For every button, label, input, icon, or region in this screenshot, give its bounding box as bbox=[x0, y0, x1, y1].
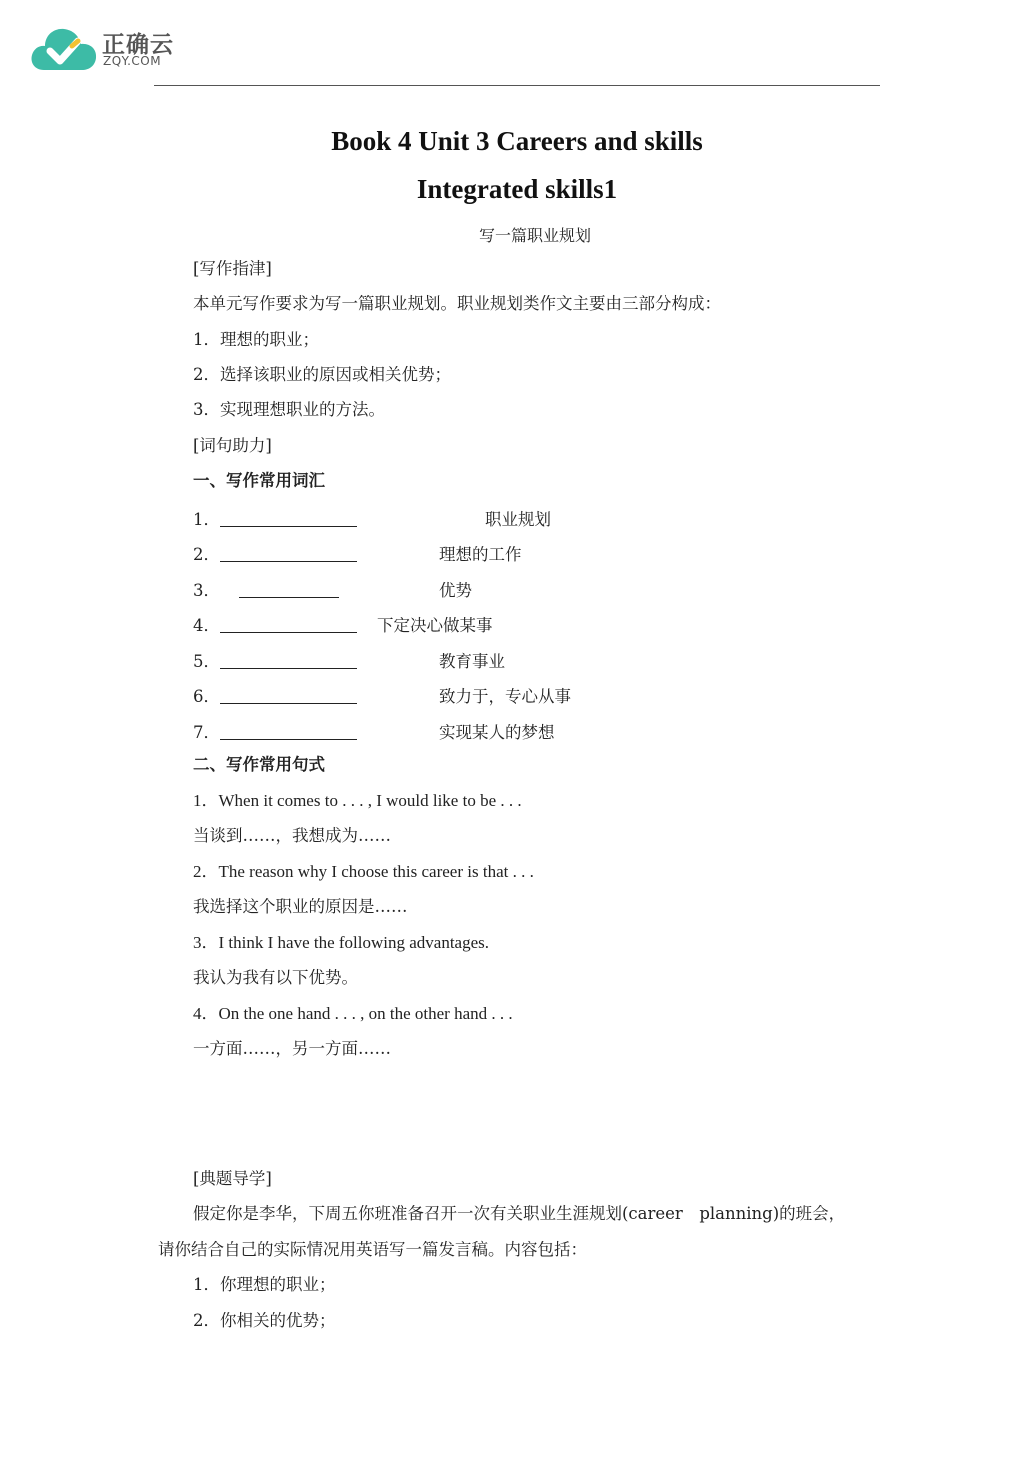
example-point: 2．你相关的优势； bbox=[193, 1311, 336, 1330]
vocab-meaning: 理想的工作 bbox=[439, 545, 522, 564]
sentence-translation: 当谈到……，我想成为…… bbox=[193, 826, 391, 845]
sentence-pattern: 4．On the one hand . . . , on the other hand . . . bbox=[193, 1004, 513, 1023]
guide-point: 1．理想的职业； bbox=[193, 330, 319, 349]
vocab-item bbox=[193, 719, 793, 743]
logo-text: 正确云 bbox=[102, 32, 174, 58]
vocab-item bbox=[193, 612, 793, 636]
answer-blank[interactable] bbox=[220, 739, 357, 740]
vocab-number: 6． bbox=[193, 687, 220, 706]
vocab-number: 2． bbox=[193, 545, 220, 564]
vocab-number: 3． bbox=[193, 581, 220, 600]
sentence-translation: 我选择这个职业的原因是…… bbox=[193, 897, 408, 916]
answer-blank[interactable] bbox=[220, 703, 357, 704]
sentence-translation: 我认为我有以下优势。 bbox=[193, 968, 358, 987]
vocab-meaning: 下定决心做某事 bbox=[377, 616, 493, 635]
answer-blank[interactable] bbox=[220, 526, 357, 527]
header-divider bbox=[154, 85, 880, 86]
sentence-pattern: 3．I think I have the following advantages. bbox=[193, 933, 490, 952]
document-title: Book 4 Unit 3 Careers and skills bbox=[331, 126, 703, 156]
example-point: 1．你理想的职业； bbox=[193, 1275, 336, 1294]
vocab-number: 5． bbox=[193, 652, 220, 671]
sentence-translation: 一方面……，另一方面…… bbox=[193, 1039, 391, 1058]
example-prompt: 请你结合自己的实际情况用英语写一篇发言稿。内容包括： bbox=[158, 1240, 587, 1259]
topic-heading: 写一篇职业规划 bbox=[478, 226, 591, 245]
guide-intro: 本单元写作要求为写一篇职业规划。职业规划类作文主要由三部分构成： bbox=[193, 294, 721, 313]
example-heading: [典题导学] bbox=[193, 1169, 272, 1188]
document-subtitle: Integrated skills1 bbox=[416, 174, 618, 204]
sentence-pattern: 1．When it comes to . . . , I would like to be . . . bbox=[193, 791, 522, 810]
answer-blank[interactable] bbox=[220, 668, 357, 669]
answer-blank[interactable] bbox=[220, 561, 357, 562]
vocab-item bbox=[193, 648, 793, 672]
logo-domain: ZQY.COM bbox=[103, 54, 162, 68]
answer-blank[interactable] bbox=[239, 597, 339, 598]
vocab-item bbox=[193, 683, 793, 707]
cloud-check-icon bbox=[30, 22, 98, 74]
vocab-number: 7． bbox=[193, 723, 220, 742]
vocab-meaning: 优势 bbox=[439, 581, 472, 600]
vocab-item bbox=[193, 577, 793, 601]
vocab-number: 4． bbox=[193, 616, 220, 635]
vocab-meaning: 致力于，专心从事 bbox=[439, 687, 571, 706]
guide-heading: [写作指津] bbox=[193, 259, 272, 278]
vocab-heading: 一、写作常用词汇 bbox=[193, 471, 325, 490]
guide-point: 3．实现理想职业的方法。 bbox=[193, 400, 385, 419]
vocab-number: 1． bbox=[193, 510, 220, 529]
help-heading: [词句助力] bbox=[193, 436, 272, 455]
vocab-meaning: 职业规划 bbox=[485, 510, 551, 529]
vocab-meaning: 教育事业 bbox=[439, 652, 505, 671]
answer-blank[interactable] bbox=[220, 632, 357, 633]
vocab-item bbox=[193, 541, 793, 565]
sentence-pattern: 2．The reason why I choose this career is that . . . bbox=[193, 862, 534, 881]
example-prompt: 假定你是李华，下周五你班准备召开一次有关职业生涯规划(career planning)的班会， bbox=[193, 1204, 846, 1223]
vocab-item bbox=[193, 506, 793, 530]
sentence-heading: 二、写作常用句式 bbox=[193, 755, 325, 774]
vocab-meaning: 实现某人的梦想 bbox=[439, 723, 555, 742]
guide-point: 2．选择该职业的原因或相关优势； bbox=[193, 365, 451, 384]
site-logo bbox=[30, 22, 190, 74]
